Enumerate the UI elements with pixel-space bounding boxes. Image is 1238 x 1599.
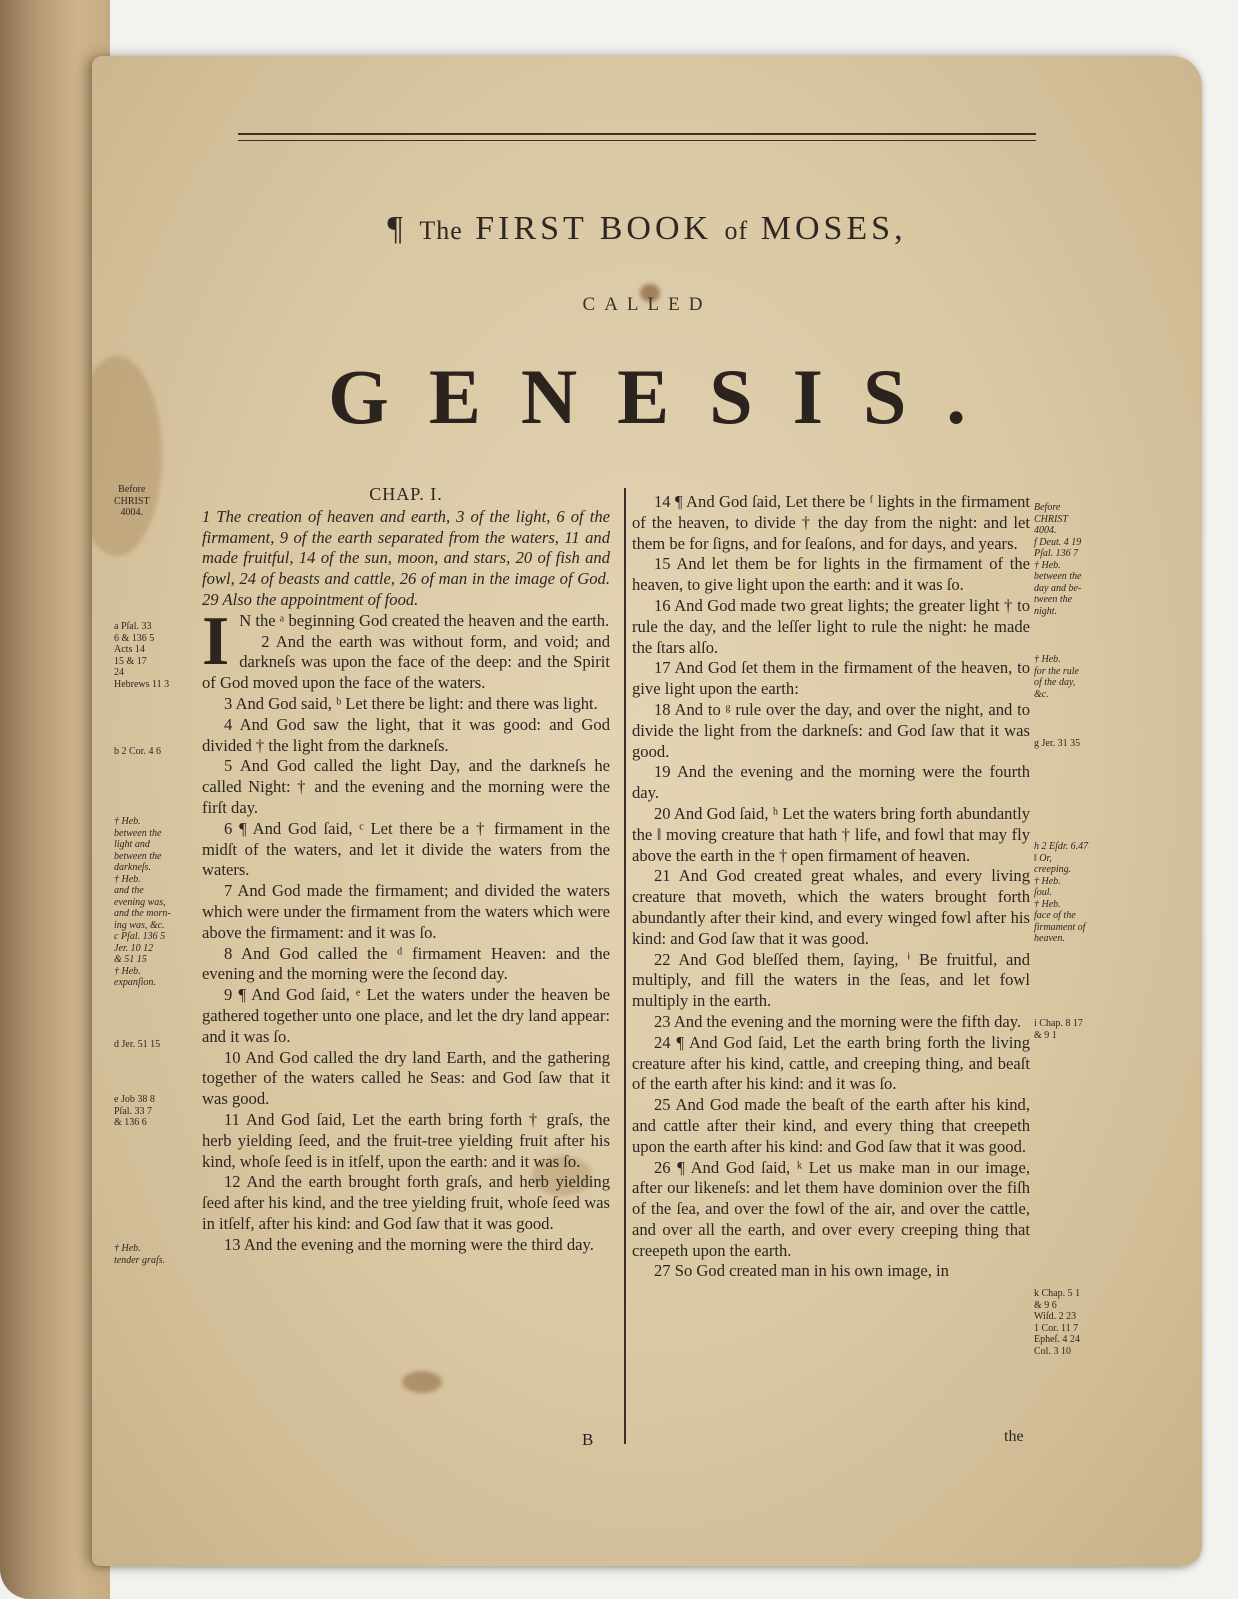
verse: 19 And the evening and the morning were the fourth day. [632,762,1030,803]
verse: 7 And God made the firmament; and divided the waters which were under the firmament from the waters which were above the firmament: and it was ſo. [202,881,610,942]
chapter-heading: CHAP. I. [369,484,443,504]
verse-1-text: N the ᵃ beginning God created the heaven and the earth. [239,610,610,630]
verse: 14 ¶ And God ſaid, Let there be ᶠ lights in the firmament of the heaven, to divide † the day from the night: and let them be for ſigns, and for ſeaſons, and for days, and years. [632,492,1030,553]
verse: 3 And God said, ᵇ Let there be light: and there was light. [224,693,598,713]
header-rule-top [238,133,1036,135]
book-page [92,56,1202,1566]
verse: 16 And God made two great lights; the greater light † to rule the day, and the leſſer light to rule the night: he made the ſtars alſo. [632,595,1030,657]
drop-cap: I [202,602,230,680]
verse: 25 And God made the beaſt of the earth after his kind, and cattle after their kind, and every thing that creepeth upon the earth after his kind: and God ſaw that it was good. [632,1095,1030,1156]
signature-mark: B [582,1430,594,1449]
verse: 20 And God ſaid, ʰ Let the waters bring forth abundantly the ‖ moving creature that hath † life, and fowl that may fly above the earth in the † open firmament of heaven. [632,803,1030,865]
title-moses: MOSES, [760,210,907,247]
verse: 15 And let them be for lights in the firmament of the heaven, to give light upon the earth: and it was ſo. [632,554,1030,595]
verse: 12 And the earth brought forth graſs, and herb yielding ſeed after his kind, and the tree yielding fruit, whoſe ſeed was in itſelf, after his kind: and God ſaw that it was good. [202,1172,610,1233]
margin-note-cross-ref: g Jer. 31 35 [1034,738,1081,749]
verse: 11 And God ſaid, Let the earth bring forth † graſs, the herb yielding ſeed, and the fruit-tree yielding fruit after his kind, whoſe ſeed is in itſelf, upon the earth: and it was ſo. [202,1109,610,1171]
verse: 2 And the earth was without form, and void; and darkneſs was upon the face of the deep: and the Spirit of God moved upon the face of the waters. [202,631,610,693]
margin-note-cross-ref: k Chap. 5 1 & 9 6 Wiſd. 2 23 1 Cor. 11 7 Epheſ. 4 24 Col. 3 10 [1034,1288,1081,1357]
verse: 21 And God created great whales, and every living creature that moveth, which the waters brought forth abundantly after their kind, and every winged fowl after his kind: and God ſaw that it was good. [632,866,1030,948]
title-the: The [419,216,463,245]
margin-note-hebrew: † Heb. between the light and between the darkneſs. † Heb. and the evening was, and the morn- ing was, &c. c Pſal. 136 5 Jer. 10 12 & 51 15 † Heb. expanſion. [114,816,171,988]
verse: 8 And God called the ᵈ firmament Heaven: and the evening and the morning were the ſecond day. [202,943,610,984]
verse: 17 And God ſet them in the firmament of the heaven, to give light upon the earth: [632,658,1030,699]
title-of: of [724,216,749,245]
title-first-book: FIRST BOOK [475,210,713,247]
margin-note-date: Before CHRIST 4004. [114,484,150,518]
chapter-summary: 1 The creation of heaven and earth, 3 of the light, 6 of the firmament, 9 of the earth separated from the waters, 11 and made fruitful, 14 of the sun, moon, and stars, 20 of fish and fowl, 24 of beasts and cattle, 26 of man in the image of God. 29 Also the appointment of food. [202,506,610,609]
margin-note-date: Before CHRIST 4004. f Deut. 4 19 Pſal. 136 7 † Heb. between the day and be- tween the night. [1034,502,1082,617]
column-divider [624,488,626,1444]
margin-note-cross-ref: b 2 Cor. 4 6 [114,746,161,757]
verse: 9 ¶ And God ſaid, ᵉ Let the waters under the heaven be gathered together unto one place, and let the dry land appear: and it was ſo. [202,985,610,1046]
verse: 13 And the evening and the morning were the third day. [224,1234,594,1254]
verse: 6 ¶ And God ſaid, ᶜ Let there be a † firmament in the midſt of the waters, and let it divide the waters from the waters. [202,818,610,880]
verse: 26 ¶ And God ſaid, ᵏ Let us make man in our image, after our likeneſs: and let them have dominion over the fiſh of the ſea, and over the fowl of the air, and over the cattle, and over all the earth, and over every creeping thing that creepeth upon the earth. [632,1157,1030,1260]
margin-note-hebrew: † Heb. for the rule of the day, &c. [1034,654,1079,700]
margin-note-cross-ref: a Pſal. 33 6 & 136 5 Acts 14 15 & 17 24 Hebrews 11 3 [114,621,170,690]
verse: 5 And God called the light Day, and the darkneſs he called Night: † and the evening and the morning were the firſt day. [202,756,610,817]
margin-note-hebrew: h 2 Eſdr. 6.47 ‖ Or, creeping. † Heb. ſoul. † Heb. face of the firmament of heaven. [1034,841,1089,944]
left-column [202,484,610,1255]
book-title [92,210,1202,248]
verse: 10 And God called the dry land Earth, and the gathering together of the waters called he Seas: and God ſaw that it was good. [202,1047,610,1109]
verse: 18 And to ᵍ rule over the day, and over the night, and to divide the light from the darkneſs: and God ſaw that it was good. [632,699,1030,761]
margin-note-hebrew: † Heb. tender graſs. [114,1243,166,1266]
genesis-heading: GENESIS. [328,353,1006,440]
called-label: CALLED [582,294,712,315]
age-stain [402,1371,442,1393]
pilcrow: ¶ [387,210,407,247]
margin-note-cross-ref: e Job 38 8 Pſal. 33 7 & 136 6 [114,1094,155,1128]
verse: 4 And God saw the light, that it was good: and God divided † the light from the darkneſs. [202,714,610,755]
catchword: the [1004,1428,1024,1445]
margin-note-cross-ref: i Chap. 8 17 & 9 1 [1034,1018,1083,1041]
header-rule-bottom [238,140,1036,141]
right-column [632,492,1030,1282]
verse: 23 And the evening and the morning were the fifth day. [654,1011,1022,1031]
verse: 22 And God bleſſed them, ſaying, ⁱ Be fruitful, and multiply, and fill the waters in the ſeas, and let fowl multiply in the earth. [632,949,1030,1011]
verse: 24 ¶ And God ſaid, Let the earth bring forth the living creature after his kind, cattle, and creeping thing, and beaſt of the earth after his kind: and it was ſo. [632,1032,1030,1094]
margin-note-cross-ref: d Jer. 51 15 [114,1039,161,1050]
verse: 27 So God created man in his own image, in [654,1261,949,1281]
